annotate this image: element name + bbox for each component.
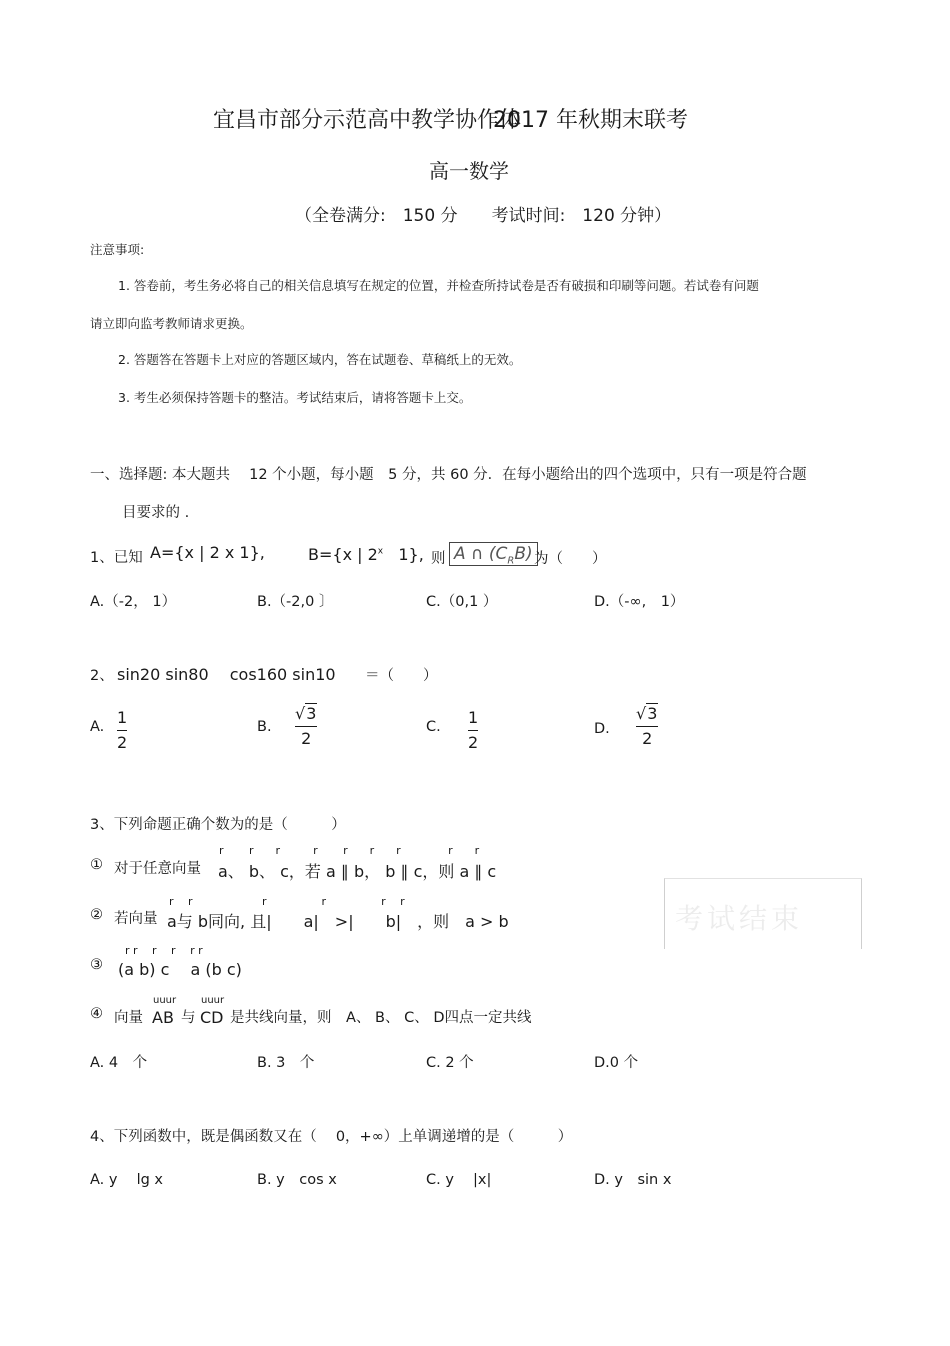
- q3-statement-1-arrows: r r r r r r r r r: [219, 844, 480, 857]
- q3-option-a: A. 4 个: [90, 1055, 148, 1071]
- q3-statement-3-math: (a b) c a (b c): [118, 960, 242, 979]
- q4-option-d: D. y sin x: [594, 1172, 672, 1188]
- q2-option-c-fraction: 1 2: [468, 708, 479, 752]
- note-item-2: 2. 答题答在答题卡上对应的答题区域内，答在试题卷、草稿纸上的无效。: [118, 352, 522, 367]
- q1-prefix: 1、已知: [90, 550, 143, 566]
- subject-title: 高一数学: [429, 159, 509, 183]
- q2-expression: sin20 sin80 cos160 sin10: [117, 665, 336, 684]
- exam-info: （全卷满分: 150 分 考试时间: 120 分钟）: [295, 206, 672, 226]
- q1-tail: 为（ ）: [534, 551, 607, 567]
- note-item-1: 1. 答卷前，考生务必将自己的相关信息填写在规定的位置，并检查所持试卷是否有破损和印刷等问题。若试卷有问题: [118, 278, 759, 293]
- q3-statement-1-text: 对于任意向量: [114, 861, 201, 877]
- note-item-1-cont: 请立即向监考教师请求更换。: [90, 316, 253, 331]
- q1-set-b: B={x | 2$^x$ 1},: [308, 545, 424, 564]
- q1-option-c: C.（0,1 ）: [426, 594, 498, 610]
- q3-statement-2-text: 若向量: [114, 911, 158, 927]
- section-heading: 一、选择题: 本大题共 12 个小题，每小题 5 分，共 60 分．在每小题给出的四个选项中，只有一项是符合题: [90, 467, 807, 483]
- q3-statement-2-label: ②: [90, 907, 103, 923]
- q3-option-d: D.0 个: [594, 1055, 639, 1071]
- q4-option-c: C. y |x|: [426, 1172, 492, 1188]
- q1-option-b: B.（-2,0 〕: [257, 594, 334, 610]
- section-heading-cont: 目要求的 .: [122, 505, 190, 521]
- q2-option-c-label: C.: [426, 719, 441, 735]
- q3-statement-3-arrows: r r r r r r: [125, 944, 203, 957]
- q1-set-a: A={x | 2 x 1},: [150, 543, 265, 562]
- vector-cd: CD: [200, 1008, 224, 1027]
- q3-statement-2-math: a与 b同向, 且| a| >| b| ，则 a > b: [167, 912, 509, 931]
- note-item-3: 3. 考生必须保持答题卡的整洁。考试结束后，请将答题卡上交。: [118, 390, 472, 405]
- sqrt-icon: √: [295, 704, 306, 723]
- q1-then: 则: [431, 551, 446, 567]
- q3-statement-4-mid: 与: [181, 1010, 196, 1026]
- q3-statement-2-arrows: r r r r r r: [169, 895, 405, 908]
- q3-statement-4-label: ④: [90, 1006, 103, 1022]
- q2-tail: ＝（ ）: [365, 668, 438, 684]
- q1-option-d: D.（-∞, 1）: [594, 594, 685, 610]
- q3-option-c: C. 2 个: [426, 1055, 474, 1071]
- q3-statement-1-math: a、 b、 c，若 a ∥ b， b ∥ c，则 a ∥ c: [218, 862, 497, 881]
- q3-option-b: B. 3 个: [257, 1055, 315, 1071]
- q2-option-b-fraction: √3 2: [295, 704, 317, 748]
- q2-option-a-label: A.: [90, 719, 105, 735]
- q3-statement-3-label: ③: [90, 957, 103, 973]
- q1-expression-image: A ∩ $(C_RB)$: [449, 542, 538, 566]
- exam-title-year: 2017 年秋期末联考: [493, 108, 688, 133]
- q2-option-d-label: D.: [594, 721, 610, 737]
- sqrt-icon: √: [636, 704, 647, 723]
- faint-stamp: 考试结束: [664, 878, 862, 949]
- q4-option-b: B. y cos x: [257, 1172, 337, 1188]
- q2-option-b-label: B.: [257, 719, 272, 735]
- q2-label: 2、: [90, 668, 114, 684]
- q3-stem: 3、下列命题正确个数为的是（ ）: [90, 817, 346, 833]
- exam-title: 宜昌市部分示范高中教学协作体: [213, 108, 522, 133]
- q1-option-a: A.（-2， 1）: [90, 594, 177, 610]
- q3-statement-4-text: 向量: [114, 1010, 143, 1026]
- vector-ab-arrow: uuur: [153, 995, 177, 1006]
- q4-option-a: A. y lg x: [90, 1172, 163, 1188]
- q3-statement-4-tail: 是共线向量，则 A、 B、 C、 D四点一定共线: [230, 1010, 532, 1026]
- vector-ab: AB: [152, 1008, 174, 1027]
- q2-option-d-fraction: √3 2: [636, 704, 658, 748]
- q3-statement-1-label: ①: [90, 857, 103, 873]
- vector-cd-arrow: uuur: [201, 995, 225, 1006]
- q2-option-a-fraction: 1 2: [117, 708, 128, 752]
- notes-heading: 注意事项:: [90, 242, 145, 257]
- q4-stem: 4、下列函数中，既是偶函数又在（ 0，+∞）上单调递增的是（ ）: [90, 1129, 573, 1145]
